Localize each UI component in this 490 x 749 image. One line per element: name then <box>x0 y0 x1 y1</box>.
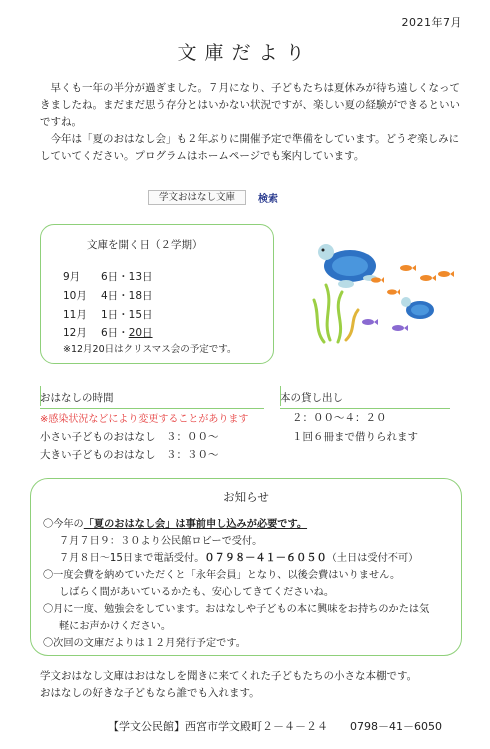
intro-paragraph-2: 今年は「夏のおはなし会」も２年ぶりに開催予定で準備をしています。どうぞ楽しみにしていてください。プログラムはホームページでも案内しています。 <box>40 133 460 162</box>
notice-line: 〇次回の文庫だよりは１２月発行予定です。 <box>43 638 246 649</box>
phone-number: ０７９８－４１－６０５０ <box>204 553 327 564</box>
schedule-month: 12月 <box>63 327 87 339</box>
schedule-days: 1日・15日 <box>101 309 153 321</box>
lending-time: ２：００～４：２０ <box>292 412 387 424</box>
schedule-note: ※12月20日はクリスマス会の予定です。 <box>63 344 237 355</box>
notice-line: ７月７日９：３０より公民館ロビーで受付。 <box>59 536 263 547</box>
schedule-month: 11月 <box>63 309 87 321</box>
lending-limit: １回６冊まで借りられます <box>292 431 418 443</box>
notice-title: お知らせ <box>223 490 269 504</box>
search-button[interactable]: 検索 <box>258 193 278 205</box>
notice-line: 〇一度会費を納めていただくと「永年会員」となり、以後会費はいりません。 <box>43 570 401 581</box>
notice-box <box>30 478 462 656</box>
schedule-title: 文庫を開く日（２学期） <box>87 239 203 251</box>
schedule-month: 10月 <box>63 290 87 302</box>
schedule-box <box>40 224 274 364</box>
schedule-row <box>63 288 153 303</box>
intro-paragraph-1: 早くも一年の半分が過ぎました。７月になり、子どもたちは夏休みが待ち遠しくなってきましたね。まだまだ思う存分とはいかない状況ですが、楽しい夏の経験ができるといいですね。 <box>40 82 460 128</box>
search-bar <box>148 190 278 204</box>
about-text <box>40 668 417 702</box>
notice-line <box>43 515 307 530</box>
notice-emphasis: 「夏のおはなし会」は事前申し込みが必要です。 <box>83 519 308 530</box>
sea-turtle-illustration <box>302 230 462 350</box>
intro-text <box>40 80 465 165</box>
notice-text: 〇今年の <box>43 519 84 530</box>
storytime-heading: おはなしの時間 <box>40 390 264 409</box>
lending-heading: 本の貸し出し <box>280 390 450 409</box>
schedule-row <box>63 269 153 284</box>
storytime-small-children: 小さい子どものおはなし ３：００～ <box>40 431 219 443</box>
about-line-2: おはなしの好きな子どもなら誰でも入れます。 <box>40 687 260 699</box>
turtle-icon <box>318 244 377 288</box>
notice-text: （土日は受付不可） <box>326 553 419 564</box>
notice-line: 軽にお声かけください。 <box>59 621 172 632</box>
christmas-day: 20日 <box>128 327 153 339</box>
schedule-row <box>63 307 153 322</box>
notice-line: しばらく間があいているかたも、安心してきてくださいね。 <box>59 587 335 598</box>
seaweed-icon <box>314 285 358 342</box>
notice-line: 〇月に一度、勉強会をしています。おはなしや子どもの本に興味をお持ちのかたは気 <box>43 604 430 615</box>
schedule-row <box>63 325 153 340</box>
small-turtle-icon <box>401 297 434 319</box>
storytime-warning: ※感染状況などにより変更することがあります <box>40 414 249 425</box>
storytime-big-children: 大きい子どものおはなし ３：３０～ <box>40 449 219 461</box>
notice-text: ７月８日～15日まで電話受付。 <box>59 553 205 564</box>
about-line-1: 学文おはなし文庫はおはなしを聞きに来てくれた子どもたちの小さな本棚です。 <box>40 670 418 682</box>
notice-line <box>59 549 418 564</box>
schedule-days: 6日・ <box>101 327 129 339</box>
address-footer: 【学文公民館】西宮市学文殿町２－４－２４ 0798－41－6050 <box>108 720 442 733</box>
schedule-days: 6日・13日 <box>101 271 153 283</box>
schedule-days: 4日・18日 <box>101 290 153 302</box>
page-title: 文庫だより <box>177 42 313 64</box>
search-input[interactable]: 学文おはなし文庫 <box>148 190 246 205</box>
schedule-month: 9月 <box>63 271 81 283</box>
issue-date: 2021年7月 <box>401 16 462 29</box>
